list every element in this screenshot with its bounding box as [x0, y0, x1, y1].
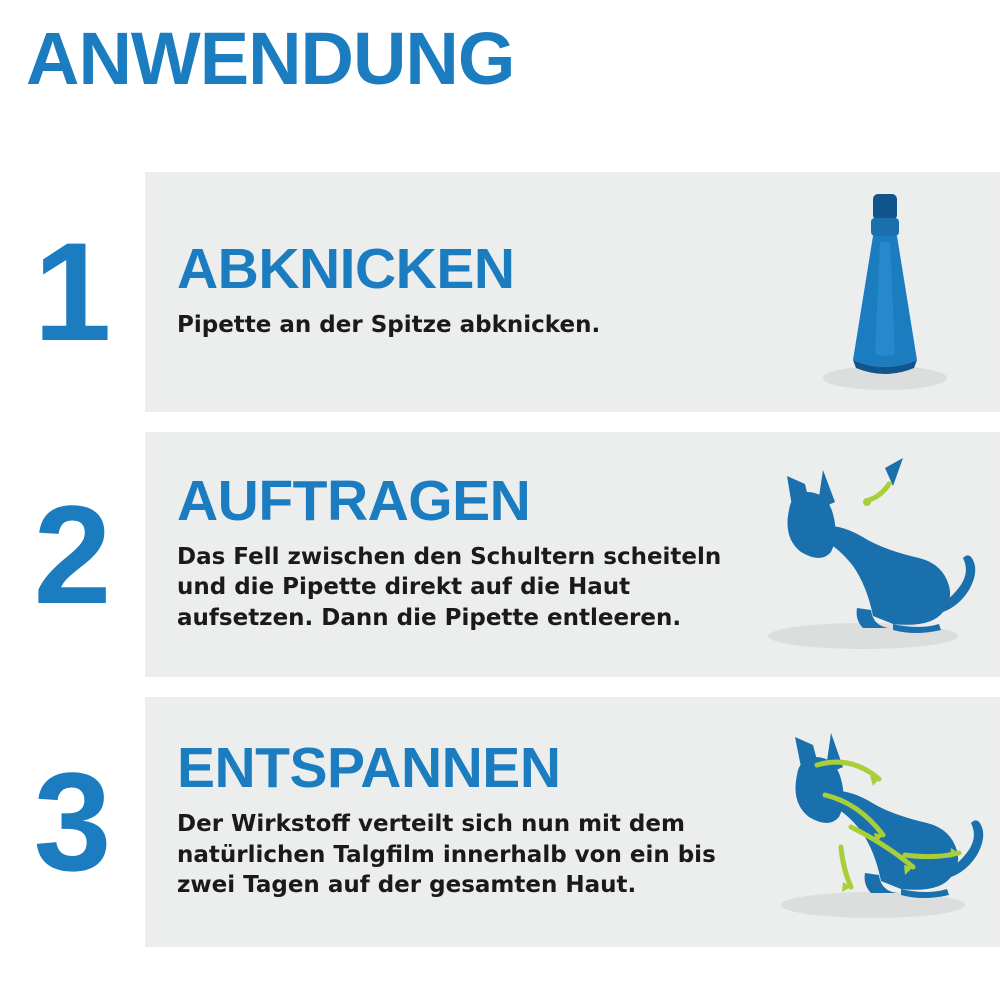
step-panel — [145, 432, 1000, 677]
step-item — [0, 172, 1000, 412]
step-panel — [145, 172, 1000, 412]
cat-with-pipette-icon — [743, 440, 993, 670]
pipette-icon — [785, 182, 985, 402]
step-illustration — [735, 432, 1000, 677]
step-heading: ENTSPANNEN — [177, 736, 561, 801]
steps-list — [0, 172, 1000, 967]
step-text-block — [145, 230, 770, 354]
step-number: 3 — [0, 697, 145, 947]
step-description: Der Wirkstoff verteilt sich nun mit dem natürlichen Talgfilm innerhalb von ein bis zwei Tagen auf der gesamten Haut. — [177, 811, 716, 899]
step-text-block — [145, 729, 750, 915]
step-panel — [145, 697, 1000, 947]
step-heading: ABKNICKEN — [177, 236, 515, 301]
step-number: 1 — [0, 172, 145, 412]
step-description: Pipette an der Spitze abknicken. — [177, 311, 601, 338]
step-heading: AUFTRAGEN — [177, 468, 531, 533]
step-description: Das Fell zwischen den Schultern scheiteln und die Pipette direkt auf die Haut aufsetzen. Dann die Pipette entleeren. — [177, 543, 722, 631]
step-illustration — [750, 697, 1000, 947]
step-item — [0, 432, 1000, 677]
step-number: 2 — [0, 432, 145, 677]
page-title: ANWENDUNG — [26, 17, 515, 100]
cat-with-distribution-arrows-icon — [755, 707, 995, 937]
step-text-block — [145, 462, 735, 648]
step-item — [0, 697, 1000, 947]
step-illustration — [770, 172, 1000, 412]
